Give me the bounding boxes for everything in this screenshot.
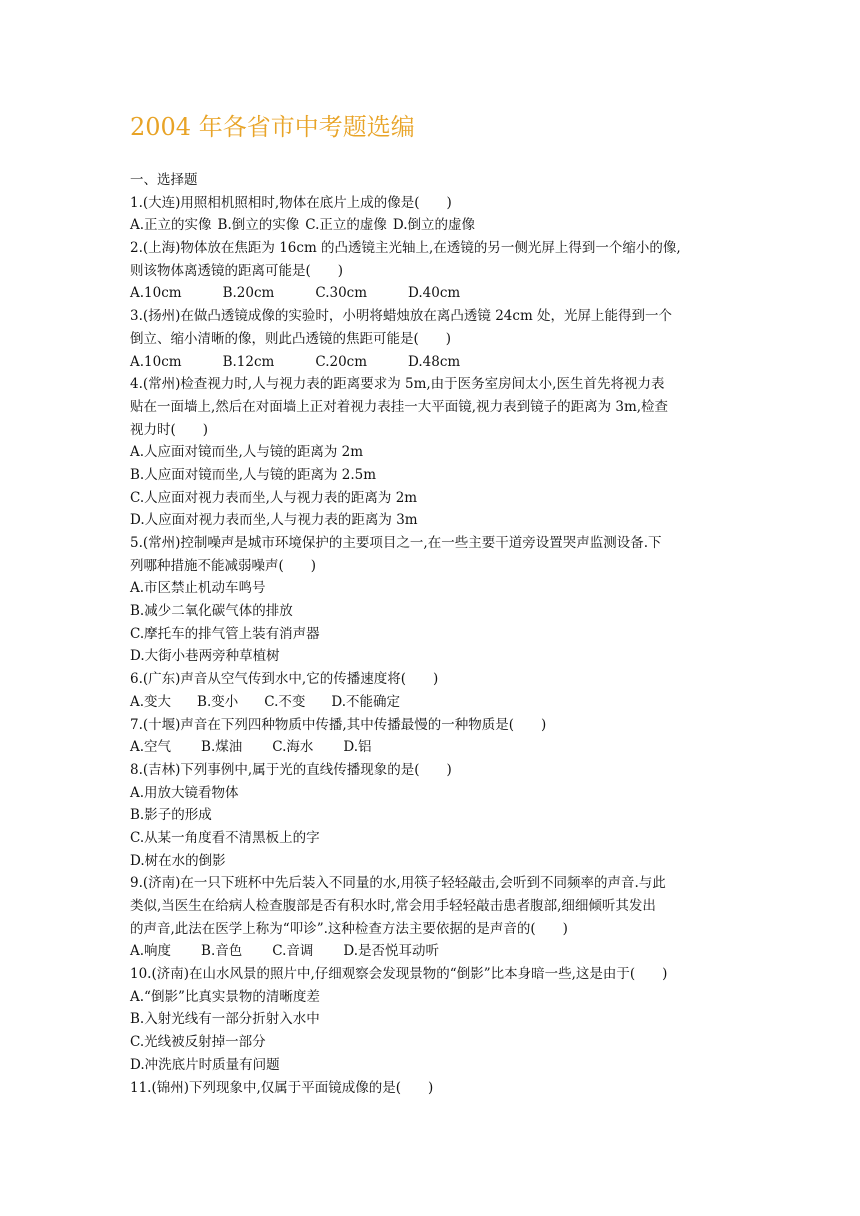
- answer-option: B.减少二氧化碳气体的排放: [130, 603, 293, 620]
- question-item: [130, 872, 736, 963]
- answer-option: D.树在水的倒影: [130, 852, 226, 869]
- answer-option: C.海水: [272, 739, 314, 756]
- option-line: [130, 691, 736, 714]
- answer-option: A.市区禁止机动车鸣号: [130, 580, 266, 597]
- question-stem-line: 4.(常州)检查视力时,人与视力表的距离要求为 5m,由于医务室房间太小,医生首先将视力表: [130, 376, 665, 393]
- question-item: [130, 192, 736, 237]
- option-line: [130, 214, 736, 237]
- question-stem-line: 贴在一面墙上,然后在对面墙上正对着视力表挂一大平面镜,视力表到镜子的距离为 3m,检查: [130, 398, 669, 415]
- question-stem-line: 列哪种措施不能减弱噪声( ): [130, 557, 317, 574]
- answer-option: D.40cm: [408, 285, 461, 302]
- option-line: [130, 577, 736, 600]
- answer-option: B.变小: [197, 693, 239, 710]
- answer-option: D.大街小巷两旁种草植树: [130, 648, 280, 665]
- answer-option: D.冲洗底片时质量有问题: [130, 1056, 280, 1073]
- question-item: [130, 373, 736, 532]
- option-line: [130, 736, 736, 759]
- question-item: [130, 714, 736, 759]
- question-item: [130, 759, 736, 872]
- answer-option: A.响度: [130, 943, 172, 960]
- question-item: [130, 1077, 736, 1100]
- answer-option: B.12cm: [222, 353, 275, 370]
- question-stem-line: 类似,当医生在给病人检查腹部是否有积水时,常会用手轻轻敲击患者腹部,细细倾听其发出: [130, 898, 656, 914]
- answer-option: C.光线被反射掉一部分: [130, 1034, 266, 1051]
- question-item: [130, 668, 736, 713]
- option-line: [130, 850, 736, 873]
- document-body: [130, 169, 736, 1099]
- option-line: [130, 487, 736, 510]
- answer-option: A.用放大镜看物体: [130, 784, 239, 801]
- answer-option: D.倒立的虚像: [392, 217, 476, 234]
- question-item: [130, 237, 736, 305]
- answer-option: D.人应面对视力表而坐,人与视力表的距离为 3m: [130, 512, 418, 529]
- answer-option: B.影子的形成: [130, 807, 212, 824]
- answer-option: D.48cm: [408, 353, 461, 370]
- section-heading: 一、选择题: [130, 172, 198, 188]
- option-line: [130, 441, 736, 464]
- answer-option: D.是否悦耳动听: [343, 943, 440, 960]
- option-line: [130, 986, 736, 1009]
- option-line: [130, 940, 736, 963]
- question-item: [130, 963, 736, 1076]
- option-line: [130, 804, 736, 827]
- answer-option: A.“倒影”比真实景物的清晰度差: [130, 988, 320, 1005]
- answer-option: C.摩托车的排气管上装有消声器: [130, 625, 320, 642]
- option-line: [130, 351, 736, 374]
- question-stem-line: 11.(锦州)下列现象中,仅属于平面镜成像的是( ): [130, 1079, 434, 1096]
- answer-option: B.音色: [201, 943, 243, 960]
- option-line: [130, 464, 736, 487]
- option-line: [130, 600, 736, 623]
- answer-option: B.入射光线有一部分折射入水中: [130, 1011, 320, 1028]
- option-line: [130, 827, 736, 850]
- question-stem-line: 3.(扬州)在做凸透镜成像的实验时，小明将蜡烛放在离凸透镜 24cm 处，光屏上能得到一个: [130, 308, 673, 325]
- question-stem-line: 1.(大连)用照相机照相时,物体在底片上成的像是( ): [130, 194, 452, 211]
- answer-option: B.倒立的实像: [217, 217, 300, 234]
- question-stem-line: 的声音,此法在医学上称为“叩诊”.这种检查方法主要依据的是声音的( ): [130, 920, 568, 937]
- option-line: [130, 1031, 736, 1054]
- answer-option: A.空气: [130, 739, 172, 756]
- answer-option: B.人应面对镜而坐,人与镜的距离为 2.5m: [130, 466, 377, 483]
- option-line: [130, 645, 736, 668]
- answer-option: B.煤油: [201, 739, 243, 756]
- option-line: [130, 623, 736, 646]
- answer-option: D.铝: [343, 739, 372, 756]
- answer-option: C.不变: [264, 693, 306, 710]
- document-title: 2004 年各省市中考题选编: [130, 113, 415, 141]
- question-stem-line: 6.(广东)声音从空气传到水中,它的传播速度将( ): [130, 671, 439, 688]
- answer-option: C.20cm: [315, 353, 368, 370]
- answer-option: A.10cm: [130, 353, 182, 370]
- answer-option: C.从某一角度看不清黑板上的字: [130, 829, 320, 846]
- option-line: [130, 1008, 736, 1031]
- answer-option: B.20cm: [222, 285, 275, 302]
- answer-option: D.不能确定: [331, 693, 401, 710]
- answer-option: C.正立的虚像: [305, 217, 387, 234]
- question-stem-line: 则该物体离透镜的距离可能是( ): [130, 262, 344, 279]
- option-line: [130, 782, 736, 805]
- answer-option: C.人应面对视力表而坐,人与视力表的距离为 2m: [130, 489, 418, 506]
- question-stem-line: 10.(济南)在山水风景的照片中,仔细观察会发现景物的“倒影”比本身暗一些,这是由于( ): [130, 966, 668, 983]
- question-stem-line: 9.(济南)在一只下班杯中先后装入不同量的水,用筷子轻轻敲击,会听到不同频率的声音.与此: [130, 875, 666, 892]
- answer-option: A.正立的实像: [130, 217, 212, 234]
- option-line: [130, 509, 736, 532]
- question-item: [130, 305, 736, 373]
- option-line: [130, 1054, 736, 1077]
- question-item: [130, 532, 736, 668]
- answer-option: C.音调: [272, 943, 314, 960]
- answer-option: A.10cm: [130, 285, 182, 302]
- question-stem-line: 2.(上海)物体放在焦距为 16cm 的凸透镜主光轴上,在透镜的另一侧光屏上得到一个缩小的像,: [130, 240, 681, 257]
- question-stem-line: 倒立、缩小清晰的像，则此凸透镜的焦距可能是( ): [130, 330, 452, 347]
- question-stem-line: 8.(吉林)下列事例中,属于光的直线传播现象的是( ): [130, 761, 452, 778]
- question-stem-line: 视力时( ): [130, 421, 209, 438]
- answer-option: A.人应面对镜而坐,人与镜的距离为 2m: [130, 444, 364, 461]
- answer-option: C.30cm: [315, 285, 368, 302]
- option-line: [130, 282, 736, 305]
- question-stem-line: 5.(常州)控制噪声是城市环境保护的主要项目之一,在一些主要干道旁设置哭声监测设备.下: [130, 535, 662, 551]
- answer-option: A.变大: [130, 693, 172, 710]
- question-stem-line: 7.(十堰)声音在下列四种物质中传播,其中传播最慢的一种物质是( ): [130, 716, 547, 733]
